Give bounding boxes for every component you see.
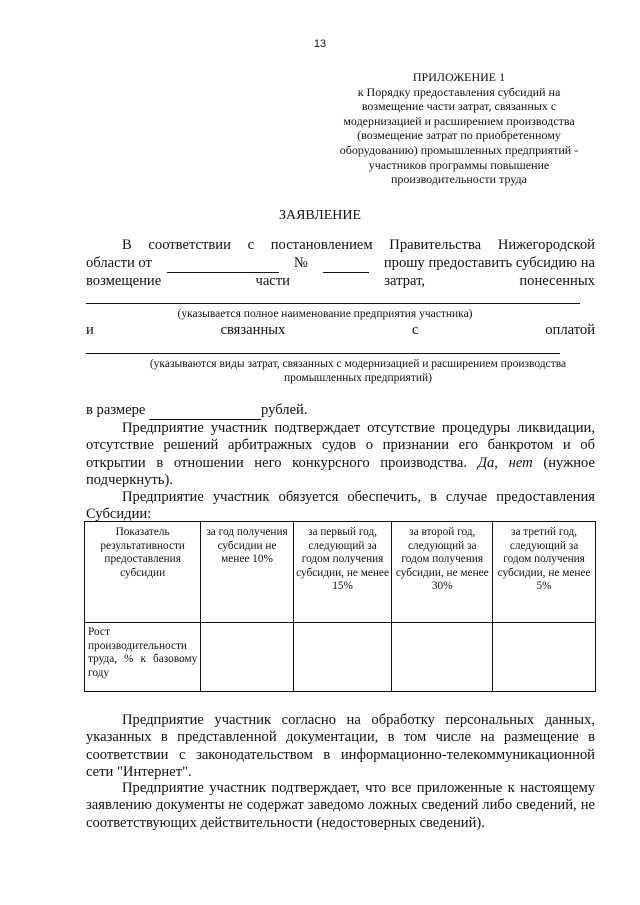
document-title: ЗАЯВЛЕНИЕ (278, 208, 362, 223)
and-line (86, 322, 595, 339)
appendix-line: оборудованию) промышленных предприятий - (339, 142, 579, 157)
appendix-block (318, 70, 600, 187)
table-header-cell: за первый год, следующий за годом получения субсидии, не менее 15% (293, 522, 392, 623)
word: с (412, 322, 419, 338)
word: части (255, 273, 290, 289)
table-header-cell: за год получения субсидии не менее 10% (201, 522, 293, 623)
request-text: прошу предоставить субсидию на (383, 255, 595, 271)
results-table (84, 521, 596, 692)
amount-blank[interactable] (149, 402, 261, 420)
table-row-label: Рост производительности труда, % к базовому году (85, 623, 201, 692)
amount-prefix: в размере (86, 402, 146, 418)
appendix-line: модернизацией и расширением производства (343, 113, 575, 128)
para1-line3 (86, 273, 595, 290)
appendix-line: возмещение части затрат, связанных с (361, 99, 557, 114)
para4: Предприятие участник согласно на обработку персональных данных, указанных в представленной документации, в том числе на размещение в соответствии с законодательством в информационно-телекоммуникационной сети "Интернет". (86, 712, 595, 781)
table-cell[interactable] (293, 623, 392, 692)
table-cell[interactable] (392, 623, 493, 692)
table-header-cell: за третий год, следующий за годом получения субсидии, не менее 5% (493, 522, 596, 623)
table-header-cell: Показатель результативности предоставления субсидии (85, 522, 201, 623)
word: и (86, 322, 94, 338)
appendix-heading: ПРИЛОЖЕНИЕ 1 (412, 70, 506, 84)
date-blank[interactable] (167, 255, 279, 273)
para2 (86, 420, 595, 490)
cost-types-hint: (указываются виды затрат, связанных с модернизацией и расширением производства промышленных предприятий) (149, 358, 567, 384)
word: возмещение (86, 273, 162, 289)
table-cell[interactable] (493, 623, 596, 692)
appendix-line: производительности труда (390, 172, 527, 187)
number-blank[interactable] (323, 255, 369, 273)
cost-types-blank[interactable] (86, 353, 560, 354)
word: оплатой (545, 322, 595, 338)
company-name-hint: (указывается полное наименование предприятия участника) (177, 308, 473, 320)
para5: Предприятие участник подтверждает, что все приложенные к настоящему заявлению документы не содержат заведомо ложных сведений либо сведений, не соответствующих действительности (недостоверных сведений). (86, 780, 595, 831)
para1-line1: В соответствии с постановлением Правительства Нижегородской (122, 237, 595, 253)
yes-no-options[interactable]: Да, нет (477, 454, 533, 471)
para2-tail: (нужное подчеркнуть). (86, 454, 595, 489)
para1-line2 (86, 255, 595, 273)
table-header-row (85, 522, 596, 623)
para2-text: Предприятие участник подтверждает отсутствие процедуры ликвидации, отсутствие решений арбитражных судов о признании его банкротом и об открытии в отношении него конкурсного производства. (86, 420, 595, 471)
table-header-cell: за второй год, следующий за годом получения субсидии, не менее 30% (392, 522, 493, 623)
word: понесенных (519, 273, 595, 289)
date-label: области от (86, 255, 152, 271)
para3: Предприятие участник обязуется обеспечить, в случае предоставления Субсидии: (86, 489, 595, 523)
amount-suffix: рублей. (261, 402, 308, 418)
table-row (85, 623, 596, 692)
word: затрат, (384, 273, 426, 289)
company-name-blank[interactable] (86, 303, 580, 304)
appendix-line: участников программы повышение (368, 157, 550, 172)
number-label: № (293, 255, 308, 271)
appendix-line: (возмещение затрат по приобретенному (357, 128, 561, 143)
appendix-line: к Порядку предоставления субсидий на (357, 84, 561, 99)
page-number: 13 (313, 38, 327, 50)
amount-line (86, 402, 595, 420)
word: связанных (220, 322, 286, 338)
table-cell[interactable] (201, 623, 293, 692)
